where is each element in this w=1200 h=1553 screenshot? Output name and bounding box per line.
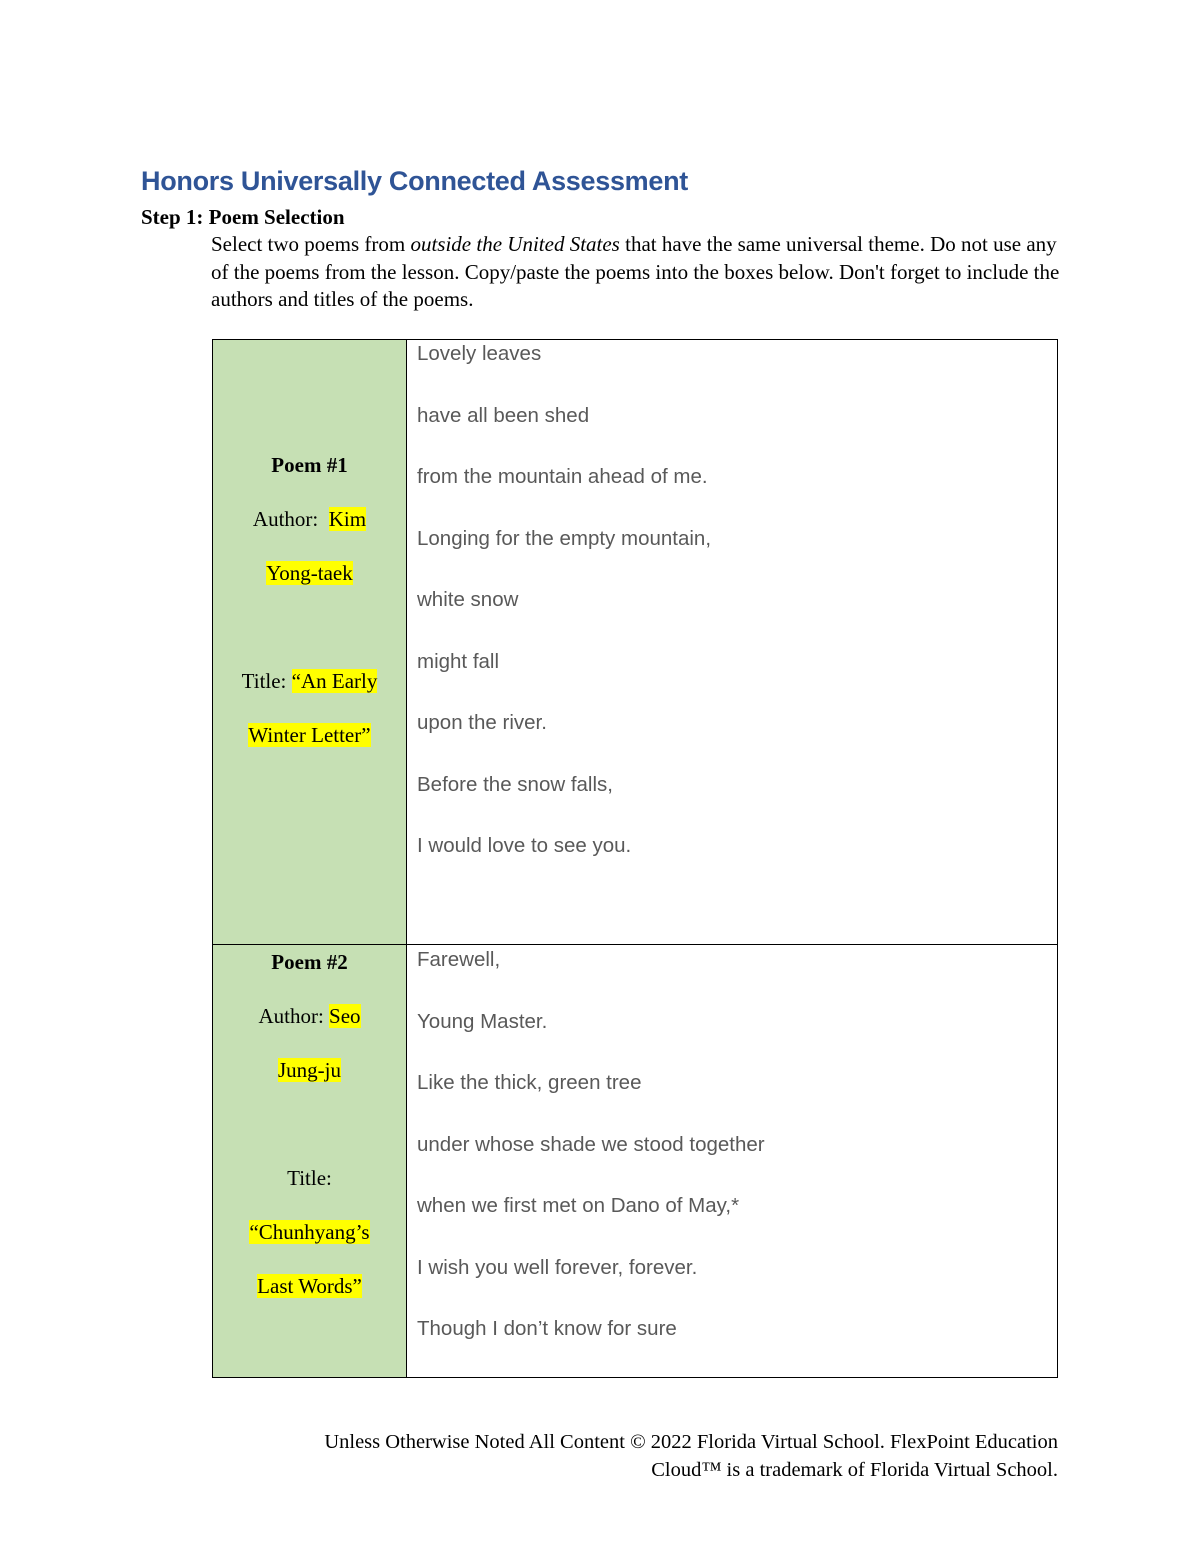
poem-row-2 bbox=[213, 945, 1058, 1378]
poem-row-1 bbox=[213, 340, 1058, 945]
poem-1-lines bbox=[417, 323, 1057, 877]
poem-1-author-name-part-2: Yong-taek bbox=[266, 561, 353, 585]
poem-table bbox=[212, 339, 1058, 1378]
footer-line-1: Unless Otherwise Noted All Content © 2022 Florida Virtual School. FlexPoint Education bbox=[324, 1431, 1058, 1453]
poem-2-text-cell[interactable] bbox=[407, 945, 1058, 1378]
poem-1-line: white snow bbox=[417, 588, 519, 611]
poem-1-title-part-2: Winter Letter” bbox=[248, 723, 371, 747]
poem-2-spacer bbox=[213, 1097, 406, 1151]
poem-1-number: Poem #1 bbox=[271, 453, 348, 477]
copyright-footer bbox=[180, 1429, 1058, 1484]
poem-2-line: under whose shade we stood together bbox=[417, 1132, 765, 1156]
poem-2-title-label: Title: bbox=[287, 1166, 332, 1190]
poem-1-author-line-1 bbox=[213, 492, 406, 546]
poem-2-title-part-1: “Chunhyang’s bbox=[249, 1220, 370, 1244]
poem-1-label-cell bbox=[213, 340, 407, 945]
instructions-text-start: Select two poems from bbox=[211, 232, 411, 256]
poem-1-line: from the mountain ahead of me. bbox=[417, 465, 708, 488]
poem-1-text-cell[interactable] bbox=[407, 340, 1058, 945]
poem-2-author-name-part-2: Jung-ju bbox=[278, 1058, 341, 1082]
poem-2-number: Poem #2 bbox=[271, 950, 348, 974]
poem-1-spacer bbox=[213, 600, 406, 654]
poem-2-author-line-1 bbox=[213, 989, 406, 1043]
poem-1-author-line-2 bbox=[213, 546, 406, 600]
poem-2-line: Young Master. bbox=[417, 1009, 548, 1033]
poem-1-title-label: Title: bbox=[241, 669, 287, 693]
poem-1-label bbox=[213, 340, 406, 762]
poem-2-line: I wish you well forever, forever. bbox=[417, 1255, 698, 1279]
poem-2-line: Farewell, bbox=[417, 948, 501, 971]
instructions-text-end: that have the same universal theme. Do not use any of the poems from the lesson. Copy/paste the poems into the boxes below. Don't forget to include the authors and titles of the poems. bbox=[211, 232, 1060, 311]
poem-1-line: might fall bbox=[417, 649, 500, 673]
poem-2-title-label-line bbox=[213, 1151, 406, 1205]
poem-1-title-part-1: “An Early bbox=[291, 669, 378, 693]
poem-1-line: Longing for the empty mountain, bbox=[417, 526, 712, 550]
instructions-paragraph bbox=[211, 231, 1061, 314]
poem-2-line: Like the thick, green tree bbox=[417, 1071, 642, 1094]
poem-2-line: when we first met on Dano of May,* bbox=[417, 1194, 740, 1217]
poem-2-title-line-1 bbox=[213, 1205, 406, 1259]
footer-line-2: Cloud™ is a trademark of Florida Virtual School. bbox=[651, 1458, 1058, 1481]
poem-1-line: I would love to see you. bbox=[417, 834, 632, 857]
poem-1-author-label: Author: bbox=[252, 507, 319, 531]
poem-1-line: have all been shed bbox=[417, 403, 590, 427]
poem-2-label-cell bbox=[213, 945, 407, 1378]
page-title: Honors Universally Connected Assessment bbox=[141, 166, 688, 196]
poem-2-line: Though I don’t know for sure bbox=[417, 1317, 677, 1340]
poem-2-title-part-2: Last Words” bbox=[257, 1274, 362, 1298]
poem-2-author-name-part-1: Seo bbox=[329, 1004, 361, 1028]
poem-2-lines bbox=[417, 929, 1057, 1360]
poem-1-line: Lovely leaves bbox=[417, 342, 542, 365]
poem-1-author-name-part-1: Kim bbox=[328, 507, 367, 531]
poem-1-title-line-1 bbox=[213, 654, 406, 708]
poem-1-line: Before the snow falls, bbox=[417, 772, 613, 796]
instructions-emphasis: outside the United States bbox=[410, 232, 620, 256]
poem-2-title-line-2 bbox=[213, 1259, 406, 1313]
step-heading: Step 1: Poem Selection bbox=[141, 205, 345, 229]
poem-2-label bbox=[213, 935, 406, 1313]
poem-2-author-label: Author: bbox=[258, 1004, 324, 1028]
poem-2-author-line-2 bbox=[213, 1043, 406, 1097]
poem-1-title-line-2 bbox=[213, 708, 406, 762]
poem-1-line: upon the river. bbox=[417, 711, 547, 734]
